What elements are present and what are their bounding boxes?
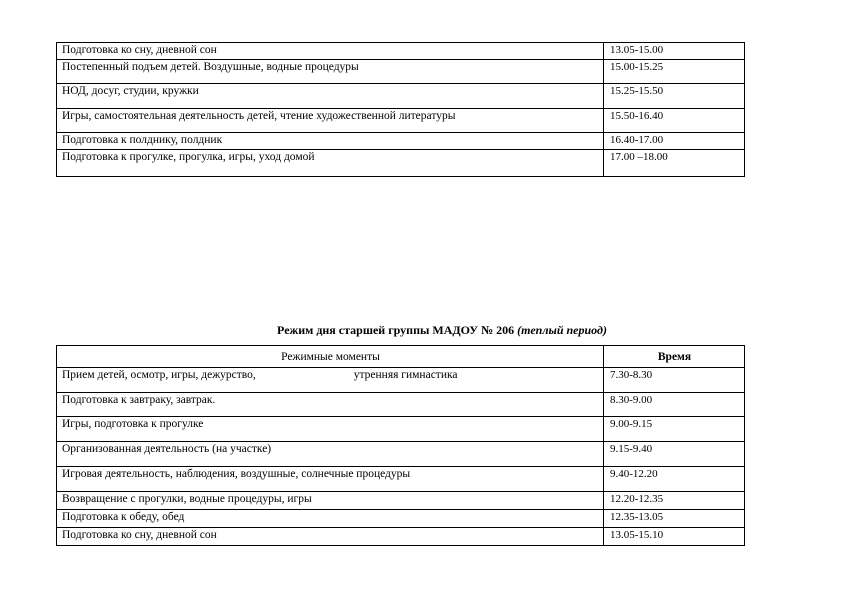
time-cell: 12.20-12.35 <box>604 492 745 510</box>
activity-cell: Игровая деятельность, наблюдения, воздушные, солнечные процедуры <box>57 467 604 492</box>
activity-cell: Подготовка к полднику, полдник <box>57 133 604 150</box>
schedule-title-period: (теплый период) <box>517 323 607 337</box>
activity-cell <box>57 368 604 393</box>
table-row <box>57 528 745 546</box>
table-row <box>57 84 745 109</box>
table-row <box>57 43 745 60</box>
activity-cell: Подготовка к прогулке, прогулка, игры, уход домой <box>57 150 604 177</box>
time-cell: 15.00-15.25 <box>604 60 745 84</box>
activity-cell: Постепенный подъем детей. Воздушные, водные процедуры <box>57 60 604 84</box>
schedule-title <box>0 323 842 337</box>
table-row <box>57 368 745 393</box>
time-cell: 7.30-8.30 <box>604 368 745 393</box>
time-cell: 9.15-9.40 <box>604 442 745 467</box>
table-row <box>57 467 745 492</box>
schedule-table-warm-period <box>56 345 745 546</box>
activity-cell: Подготовка к обеду, обед <box>57 510 604 528</box>
activity-text: Прием детей, осмотр, игры, дежурство, <box>62 369 256 381</box>
time-cell: 12.35-13.05 <box>604 510 745 528</box>
activity-cell: Игры, самостоятельная деятельность детей, чтение художественной литературы <box>57 109 604 133</box>
table-row <box>57 442 745 467</box>
schedule-table-continued <box>56 42 745 177</box>
time-cell: 13.05-15.00 <box>604 43 745 60</box>
table-row <box>57 492 745 510</box>
table-row <box>57 417 745 442</box>
table-row <box>57 60 745 84</box>
time-cell: 9.40-12.20 <box>604 467 745 492</box>
table-row <box>57 150 745 177</box>
activity-cell: Организованная деятельность (на участке) <box>57 442 604 467</box>
table-row <box>57 510 745 528</box>
column-header-activity: Режимные моменты <box>57 346 604 368</box>
table-header-row <box>57 346 745 368</box>
activity-cell: Игры, подготовка к прогулке <box>57 417 604 442</box>
time-cell: 9.00-9.15 <box>604 417 745 442</box>
table-row <box>57 133 745 150</box>
time-cell: 15.25-15.50 <box>604 84 745 109</box>
activity-cell: Подготовка к завтраку, завтрак. <box>57 393 604 417</box>
activity-cell: Подготовка ко сну, дневной сон <box>57 528 604 546</box>
time-cell: 17.00 –18.00 <box>604 150 745 177</box>
activity-cell: Возвращение с прогулки, водные процедуры, игры <box>57 492 604 510</box>
column-header-time: Время <box>604 346 745 368</box>
time-cell: 13.05-15.10 <box>604 528 745 546</box>
table-row <box>57 393 745 417</box>
time-cell: 15.50-16.40 <box>604 109 745 133</box>
activity-text-continued: утренняя гимнастика <box>353 369 458 381</box>
time-cell: 8.30-9.00 <box>604 393 745 417</box>
schedule-title-main: Режим дня старшей группы МАДОУ № 206 <box>277 323 515 337</box>
time-cell: 16.40-17.00 <box>604 133 745 150</box>
activity-cell: Подготовка ко сну, дневной сон <box>57 43 604 60</box>
activity-cell: НОД, досуг, студии, кружки <box>57 84 604 109</box>
table-row <box>57 109 745 133</box>
